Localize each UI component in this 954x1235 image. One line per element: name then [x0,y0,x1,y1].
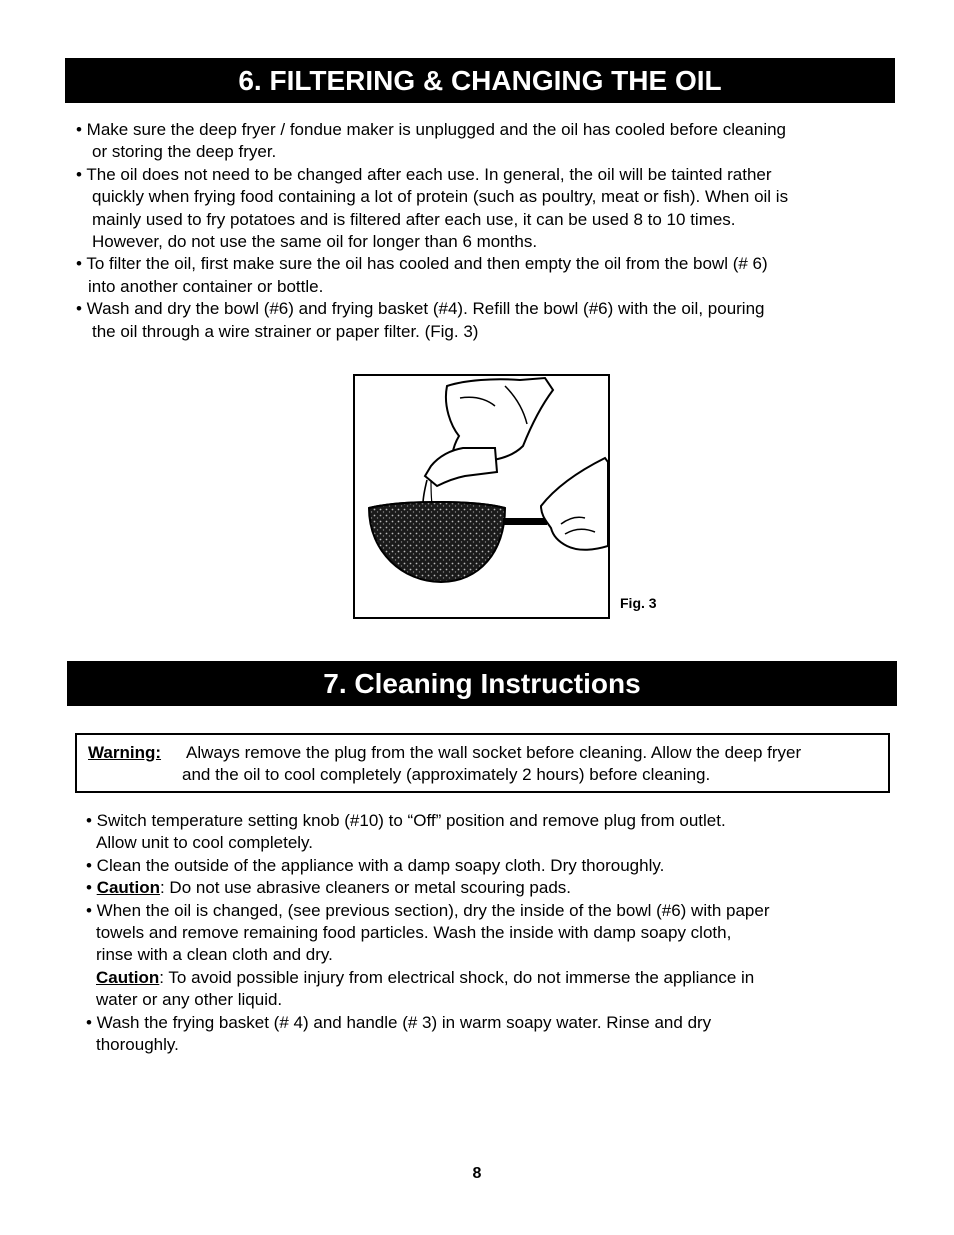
warning-label: Warning: [88,743,162,762]
clean-bullet-4-line-5: water or any other liquid. [96,990,283,1010]
clean-bullet-4-line-2: towels and remove remaining food particles. Wash the inside with damp soapy cloth, [96,923,732,943]
caution-label: Caution [96,878,160,898]
caution-label-2: Caution [96,967,160,987]
clean-bullet-1-line-2: Allow unit to cool completely. [96,833,314,853]
section-6-heading: 6. FILTERING & CHANGING THE OIL [65,58,895,103]
clean-bullet-4-line-1: • When the oil is changed, (see previous section), dry the inside of the bowl (#6) with paper [86,900,770,920]
bullet-2-line-1: • The oil does not need to be changed after each use. In general, the oil will be tainted rather [76,164,772,184]
bullet-4-line-2: the oil through a wire strainer or paper filter. (Fig. 3) [92,321,479,341]
pouring-oil-drawing [355,376,608,617]
clean-bullet-5-line-1: • Wash the frying basket (# 4) and handle (# 3) in warm soapy water. Rinse and dry [86,1012,712,1032]
bullet-2-line-4: However, do not use the same oil for longer than 6 months. [92,232,538,252]
clean-bullet-3-prefix: • [86,878,97,898]
clean-bullet-2-line-1: • Clean the outside of the appliance with a damp soapy cloth. Dry thoroughly. [86,855,665,875]
clean-bullet-5-line-2: thoroughly. [96,1035,179,1055]
figure-label: Fig. 3 [620,595,657,611]
clean-bullet-4-caution-text: : To avoid possible injury from electrical shock, do not immerse the appliance in [159,967,755,987]
bullet-3-line-2: into another container or bottle. [88,276,324,296]
bullet-4-line-1: • Wash and dry the bowl (#6) and frying basket (#4). Refill the bowl (#6) with the oil, pouring [76,299,765,319]
warning-text-line-2: and the oil to cool completely (approximately 2 hours) before cleaning. [182,765,711,784]
section-6-body [76,119,876,343]
clean-bullet-4-line-3: rinse with a clean cloth and dry. [96,945,333,965]
warning-box [75,733,890,793]
bullet-1-line-1: • Make sure the deep fryer / fondue maker is unplugged and the oil has cooled before cleaning [76,120,787,139]
bullet-1-line-2: or storing the deep fryer. [92,142,277,162]
figure-3-illustration [353,374,610,619]
section-7-heading: 7. Cleaning Instructions [67,661,897,706]
bullet-3-line-1: • To filter the oil, first make sure the oil has cooled and then empty the oil from the bowl (# 6) [76,254,768,274]
bullet-2-line-2: quickly when frying food containing a lot of protein (such as poultry, meat or fish). When oil is [92,187,789,207]
section-7-body [86,810,876,1056]
clean-bullet-3 [86,877,876,899]
clean-bullet-3-text: : Do not use abrasive cleaners or metal scouring pads. [159,878,572,898]
clean-bullet-4-caution [86,967,876,989]
warning-text-line-1: Always remove the plug from the wall socket before cleaning. Allow the deep fryer [186,743,802,762]
clean-bullet-1-line-1: • Switch temperature setting knob (#10) to “Off” position and remove plug from outlet. [86,811,726,830]
page-number: 8 [472,1165,482,1182]
bullet-2-line-3: mainly used to fry potatoes and is filtered after each use, it can be used 8 to 10 times. [92,209,736,229]
